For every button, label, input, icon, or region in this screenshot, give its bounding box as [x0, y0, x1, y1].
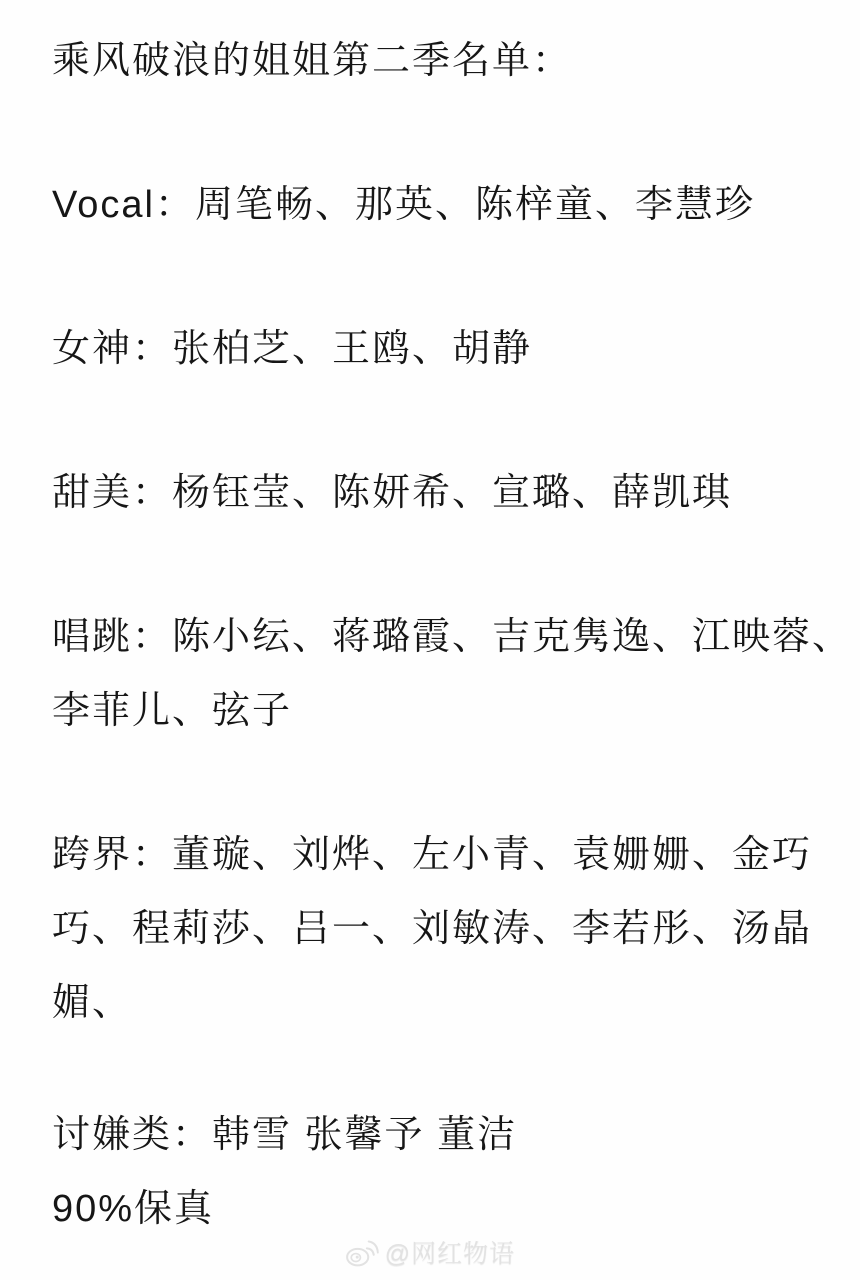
- text-line: 甜美：杨钰莹、陈妍希、宣璐、薛凯琪: [52, 472, 733, 514]
- text-line: 李菲儿、弦子: [52, 690, 293, 732]
- section-goddess: [52, 312, 850, 386]
- section-title: [52, 24, 850, 98]
- weibo-icon: [345, 1237, 379, 1268]
- text-line: 讨嫌类：韩雪 张馨予 董洁: [52, 1114, 518, 1156]
- section-disliked: [52, 1098, 850, 1246]
- list-content: [52, 24, 853, 1246]
- text-line: 女神：张柏芝、王鸥、胡静: [52, 328, 533, 370]
- section-sing-dance: [52, 600, 853, 748]
- watermark: [345, 1234, 515, 1270]
- text-line: 跨界：董璇、刘烨、左小青、袁姗姗、金巧: [52, 834, 813, 876]
- text-line: 媚、: [52, 982, 133, 1024]
- section-crossover: [52, 818, 850, 1040]
- text-line: 巧、程莉莎、吕一、刘敏涛、李若彤、汤晶: [52, 908, 813, 950]
- page-title: 乘风破浪的姐姐第二季名单：: [52, 40, 573, 82]
- text-line: 唱跳：陈小纭、蒋璐霞、吉克隽逸、江映蓉、: [52, 616, 853, 658]
- text-line: Vocal：周笔畅、那英、陈梓童、李慧珍: [52, 184, 755, 226]
- text-line: 90%保真: [52, 1188, 215, 1230]
- watermark-text: @网红物语: [384, 1240, 516, 1268]
- section-vocal: [52, 168, 850, 242]
- section-sweet: [52, 456, 850, 530]
